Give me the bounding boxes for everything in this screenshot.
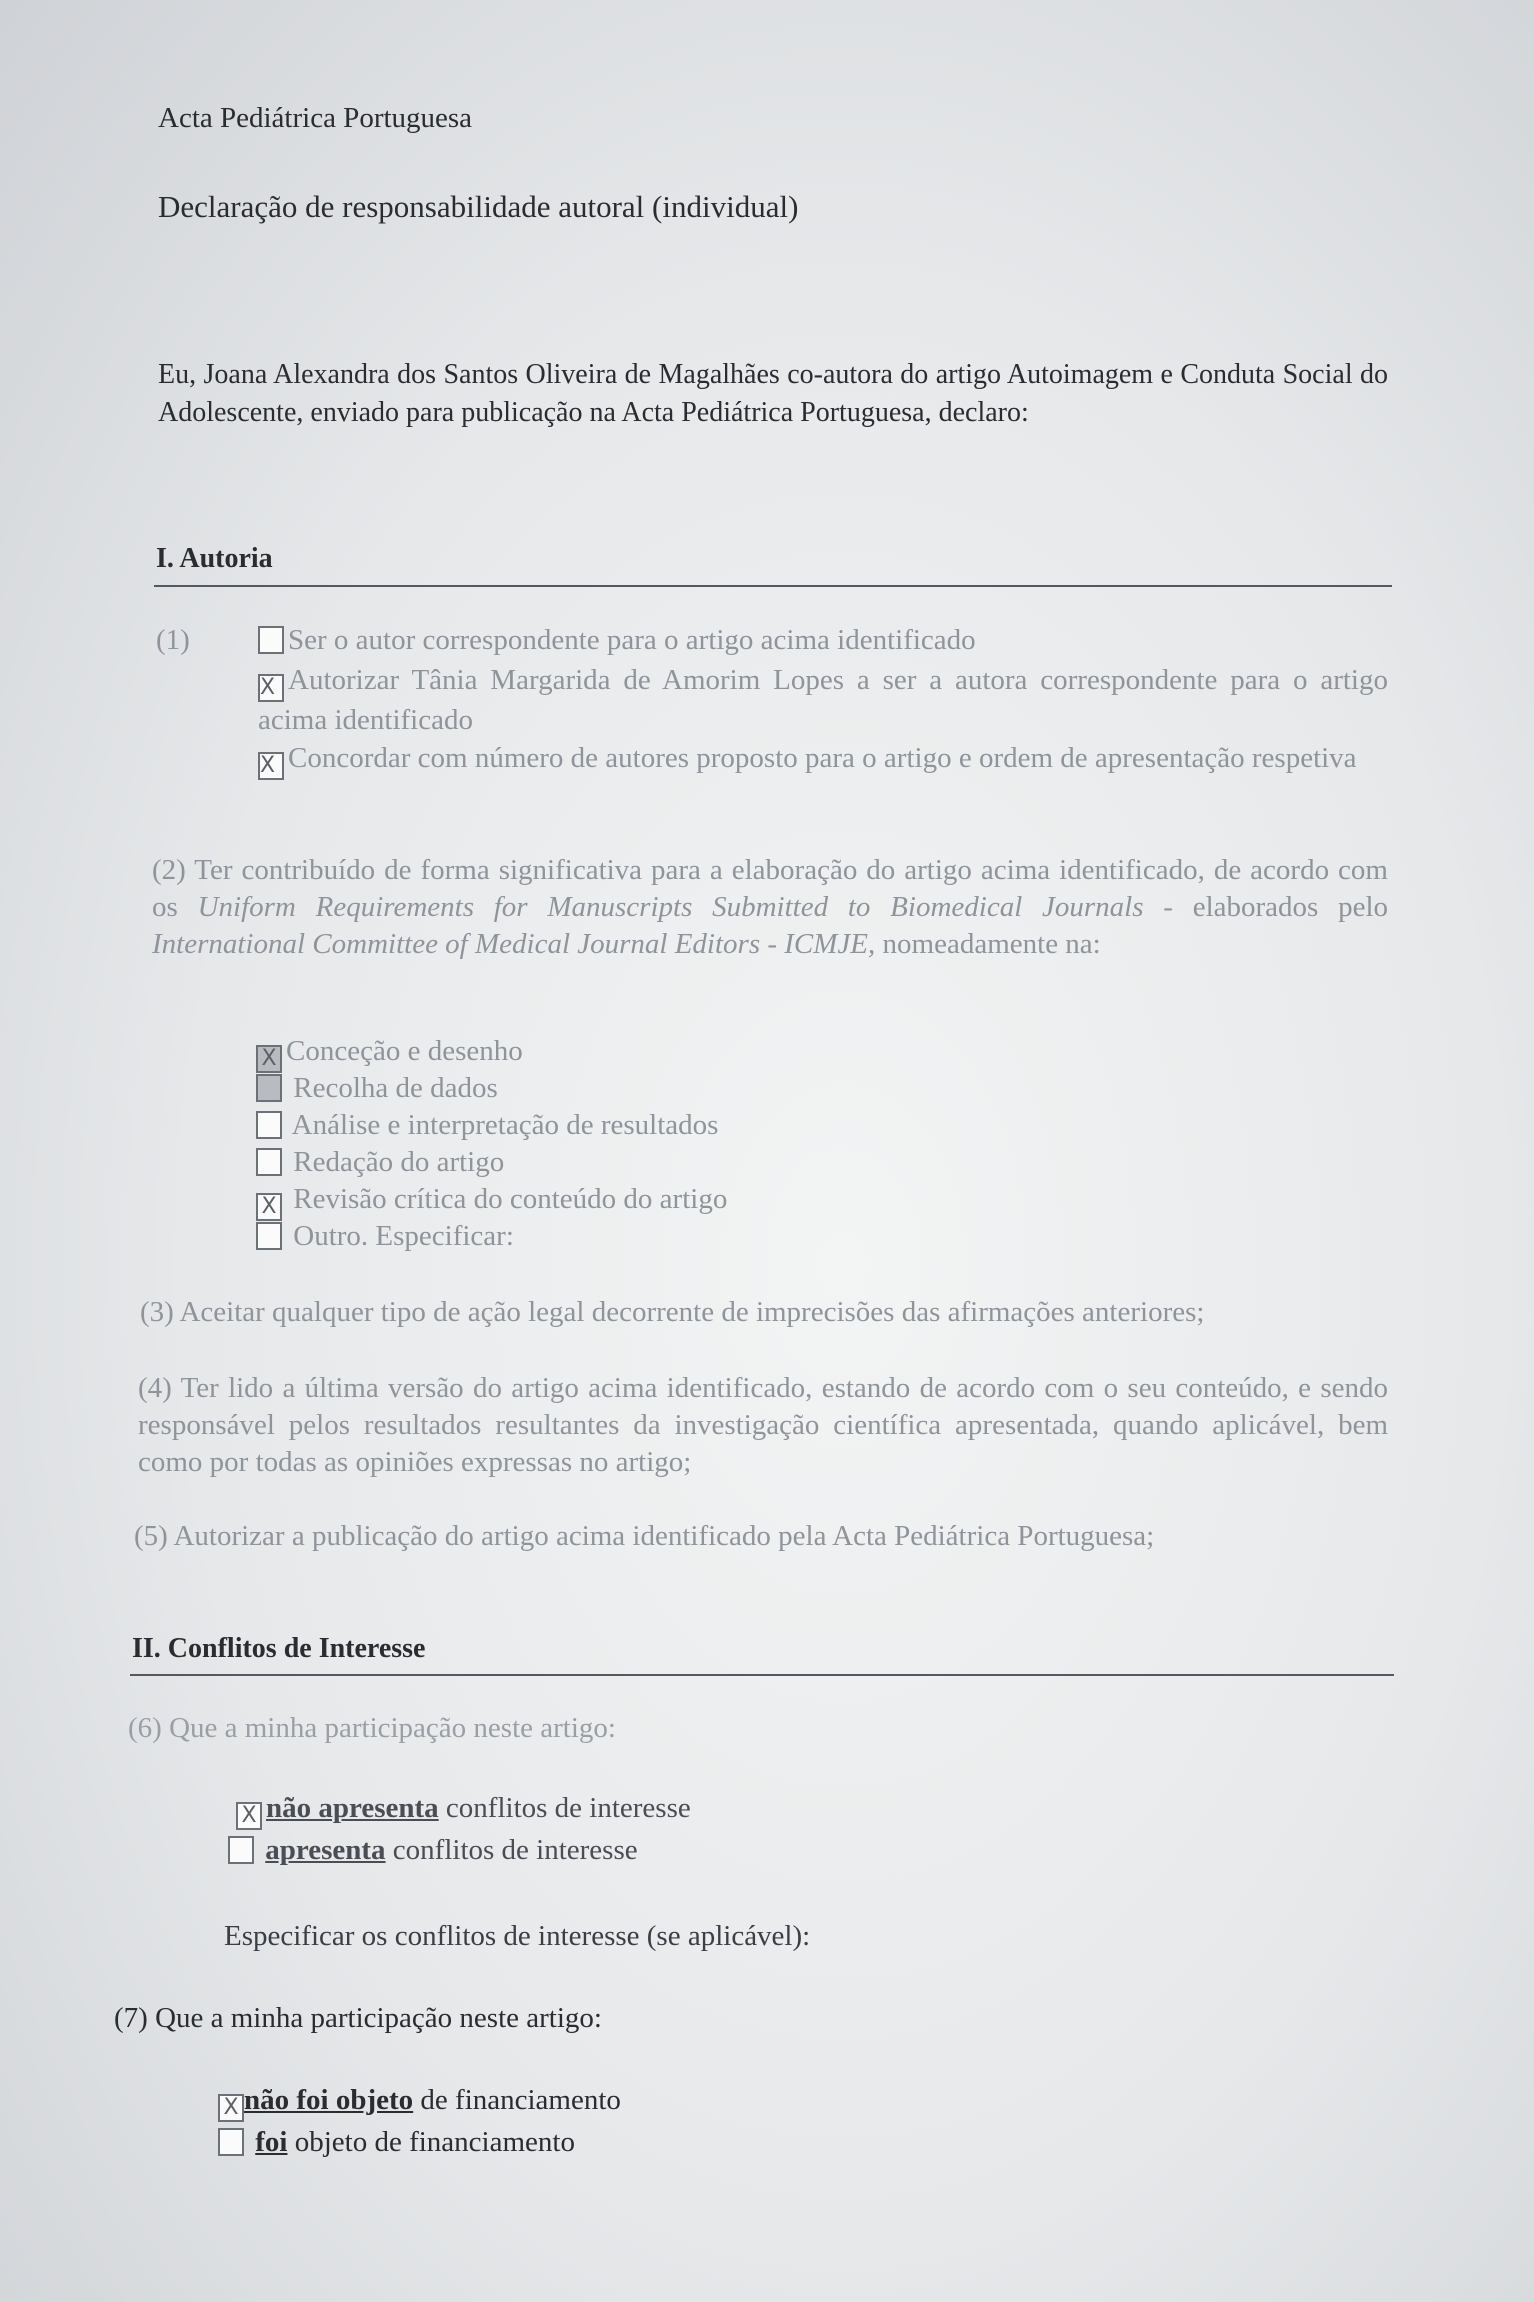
checkbox-analise[interactable] <box>256 1111 282 1139</box>
item-5-text: (5) Autorizar a publicação do artigo acima identificado pela Acta Pediátrica Portuguesa; <box>134 1520 1155 1552</box>
contribution-item: Análise e interpretação de resultados <box>256 1107 727 1144</box>
item-6-text: (6) Que a minha participação neste artigo: <box>128 1712 616 1744</box>
item-7-text: (7) Que a minha participação neste artigo: <box>114 2002 602 2034</box>
contribution-list <box>256 1033 727 1255</box>
journal-name: Acta Pediátrica Portuguesa <box>158 102 473 134</box>
checkbox-recolha[interactable] <box>256 1074 282 1102</box>
contribution-item: X Revisão crítica do conteúdo do artigo <box>256 1181 727 1218</box>
section-conflitos-rule <box>130 1674 1394 1676</box>
section-autoria-rule <box>154 585 1392 587</box>
contribution-item: Redação do artigo <box>256 1144 727 1181</box>
contribution-item: Recolha de dados <box>256 1070 727 1107</box>
checkbox-redacao[interactable] <box>256 1148 282 1176</box>
item-1-option-1: Ser o autor correspondente para o artigo acima identificado <box>258 622 1388 659</box>
item-3-text: (3) Aceitar qualquer tipo de ação legal decorrente de imprecisões das afirmações anteriores; <box>140 1296 1205 1328</box>
checkbox-outro[interactable] <box>256 1222 282 1250</box>
item-4-text: (4) Ter lido a última versão do artigo acima identificado, estando de acordo com o seu conteúdo, e sendo responsável pelos resultados resultantes da investigação científica apresentada, quando aplicável, bem como por todas as opiniões expressas no artigo; <box>138 1372 1388 1478</box>
item-1-number: (1) <box>156 624 190 656</box>
checkbox-no-conflicts[interactable] <box>236 1802 262 1830</box>
item-1-option-2: XAutorizar Tânia Margarida de Amorim Lopes a ser a autora correspondente para o artigo acima identificado <box>258 662 1388 739</box>
document-title: Declaração de responsabilidade autoral (individual) <box>158 189 799 224</box>
section-conflitos-heading: II. Conflitos de Interesse <box>132 1633 426 1664</box>
checkbox-concecao[interactable] <box>256 1045 282 1073</box>
item-6-option-1: Xnão apresenta conflitos de interesse <box>236 1790 691 1830</box>
item-1-option-3: XConcordar com número de autores proposto para o artigo e ordem de apresentação respetiva <box>258 740 1388 780</box>
checkbox-revisao[interactable] <box>256 1193 282 1221</box>
item-7-option-1: Xnão foi objeto de financiamento <box>218 2082 621 2122</box>
checkbox-has-conflicts[interactable] <box>228 1836 254 1864</box>
item-7-option-2: foi objeto de financiamento <box>218 2124 575 2161</box>
checkbox-has-funding[interactable] <box>218 2128 244 2156</box>
checkbox-corresponding-author[interactable] <box>258 626 284 654</box>
item-2-paragraph: (2) Ter contribuído de forma significativa para a elaboração do artigo acima identificado, de acordo com os Uniform Requirements for Manuscripts Submitted to Biomedical Journals - elaborados pelo International Committee of Medical Journal Editors - ICMJE, nomeadamente na: <box>152 854 1389 960</box>
checkbox-authorize-corresponding[interactable] <box>258 674 284 702</box>
contribution-item: XConceção e desenho <box>256 1033 727 1070</box>
checkbox-agree-authors[interactable] <box>258 752 284 780</box>
intro-paragraph: Eu, Joana Alexandra dos Santos Oliveira de Magalhães co-autora do artigo Autoimagem e Conduta Social do Adolescente, enviado para publicação na Acta Pediátrica Portuguesa, declaro: <box>158 359 1388 428</box>
item-6-option-2: apresenta conflitos de interesse <box>228 1832 638 1869</box>
conflicts-specify-label: Especificar os conflitos de interesse (se aplicável): <box>224 1920 811 1952</box>
section-autoria-heading: I. Autoria <box>156 543 273 574</box>
contribution-item: Outro. Especificar: <box>256 1218 727 1255</box>
checkbox-no-funding[interactable] <box>218 2094 244 2122</box>
